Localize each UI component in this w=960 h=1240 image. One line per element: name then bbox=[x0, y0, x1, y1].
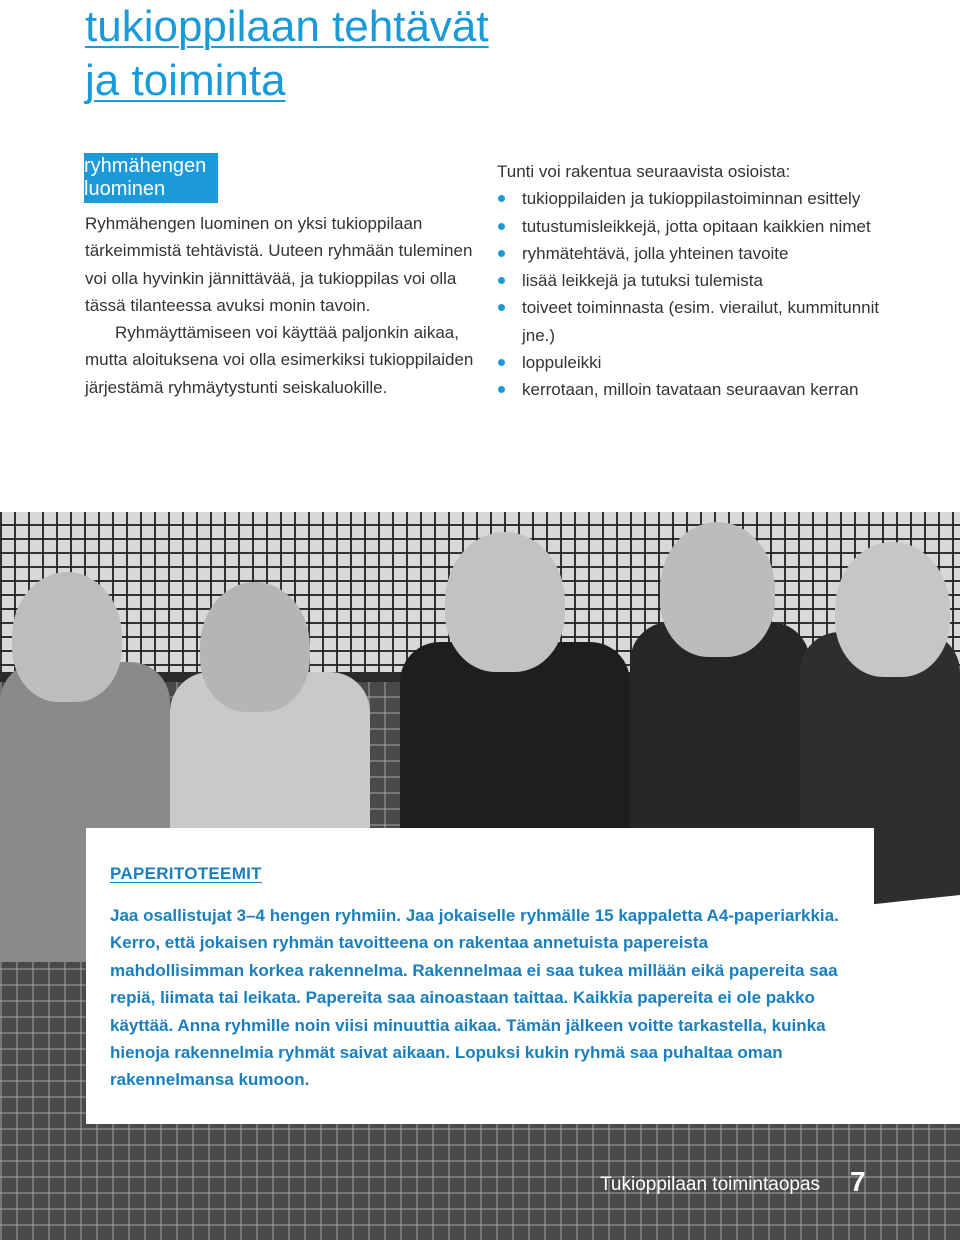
page-title-line2: ja toiminta bbox=[85, 56, 286, 105]
person-head bbox=[200, 582, 310, 712]
info-box bbox=[86, 828, 874, 1124]
section-body bbox=[85, 210, 475, 401]
bullet-icon bbox=[498, 195, 505, 202]
page-title-line1: tukioppilaan tehtävät bbox=[85, 2, 489, 51]
lesson-outline bbox=[497, 158, 887, 404]
person-head bbox=[12, 572, 122, 702]
bullet-icon bbox=[498, 250, 505, 257]
person-head bbox=[835, 542, 950, 677]
bullet-icon bbox=[498, 386, 505, 393]
lesson-list bbox=[497, 185, 887, 403]
list-item bbox=[497, 376, 887, 403]
page-title bbox=[85, 0, 489, 108]
info-box-tab bbox=[874, 895, 960, 1124]
list-item-text: kerrotaan, milloin tavataan seuraavan kerran bbox=[522, 380, 859, 400]
person-head bbox=[445, 532, 565, 672]
section-paragraph-2: Ryhmäyttämiseen voi käyttää paljonkin aikaa, mutta aloituksena voi olla esimerkiksi tukioppilaiden järjestämä ryhmäytystunti seiskaluokille. bbox=[85, 323, 474, 397]
list-item bbox=[497, 213, 887, 240]
section-paragraph-1: Ryhmähengen luominen on yksi tukioppilaan tärkeimmistä tehtävistä. Uuteen ryhmään tuleminen voi olla hyvinkin jännittävää, ja tukioppilas voi olla tässä tilanteessa avuksi monin tavoin. bbox=[85, 214, 473, 315]
list-item-text: tutustumisleikkejä, jotta opitaan kaikkien nimet bbox=[522, 216, 871, 236]
list-item bbox=[497, 267, 887, 294]
section-heading bbox=[84, 153, 218, 203]
list-item-text: tukioppilaiden ja tukioppilastoiminnan esittely bbox=[522, 189, 861, 209]
info-box-heading: PAPERITOTEEMIT bbox=[110, 864, 262, 883]
bullet-icon bbox=[498, 304, 505, 311]
page-number: 7 bbox=[850, 1166, 866, 1197]
lesson-intro: Tunti voi rakentua seuraavista osioista: bbox=[497, 162, 791, 181]
person-head bbox=[660, 522, 775, 657]
bullet-icon bbox=[498, 277, 505, 284]
guide-title: Tukioppilaan toimintaopas bbox=[600, 1174, 821, 1195]
list-item bbox=[497, 294, 887, 349]
list-item bbox=[497, 240, 887, 267]
list-item-text: lisää leikkejä ja tutuksi tulemista bbox=[522, 271, 763, 291]
bullet-icon bbox=[498, 359, 505, 366]
list-item-text: loppuleikki bbox=[522, 353, 602, 373]
section-heading-line2: luominen bbox=[84, 178, 171, 201]
info-box-text: Jaa osallistujat 3–4 hengen ryhmiin. Jaa jokaiselle ryhmälle 15 kappaletta A4-paperiarkkia. Kerro, että jokaisen ryhmän tavoitteena on rakentaa annetuista papereista mahdollisimman korkea rakennelma. Rakennelmaa ei saa tukea millään eikä papereita saa repiä, liimata tai leikata. Papereita saa ainoastaan taittaa. Kaikkia papereita ei ole pakko käyttää. Anna ryhmille noin viisi minuuttia aikaa. Tämän jälkeen voitte tarkastella, kuinka hienoja rakennelmia ryhmät saivat aikaan. Lopuksi kukin ryhmä saa puhaltaa oman rakennelmansa kumoon. bbox=[110, 906, 839, 1090]
list-item bbox=[497, 349, 887, 376]
list-item bbox=[497, 185, 887, 212]
list-item-text: ryhmätehtävä, jolla yhteinen tavoite bbox=[522, 243, 789, 263]
list-item-text: toiveet toiminnasta (esim. vierailut, kummitunnit jne.) bbox=[522, 298, 880, 345]
bullet-icon bbox=[498, 223, 505, 230]
section-heading-line1: ryhmähengen bbox=[84, 155, 212, 178]
